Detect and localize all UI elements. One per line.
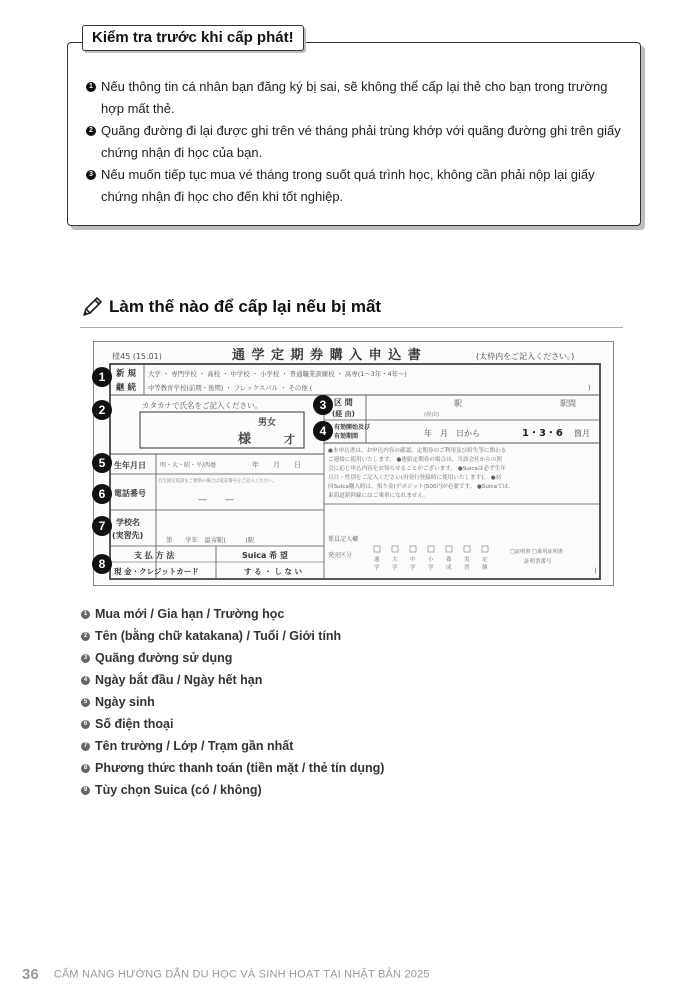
issue-opt-4: 小 <box>428 557 434 563</box>
form-marker-8: 8 <box>92 554 112 574</box>
legend-item <box>81 669 621 691</box>
form-note-4: 月日・性別をご記入ください(再発行登録時に使用いたします)。 ●初 <box>328 475 502 481</box>
checklist-item <box>86 164 626 208</box>
form-marker-4: 4 <box>313 421 333 441</box>
svg-text:): ) <box>588 384 591 392</box>
checklist <box>86 76 626 208</box>
validity-label-b: 有効期間 <box>334 433 359 440</box>
validity-label-a: 有効開始及び <box>334 424 371 431</box>
legend-text: Tên trường / Lớp / Trạm gần nhất <box>95 739 294 753</box>
suica-label: Suica 希 望 <box>242 551 288 560</box>
issue-opt2-7: 額 <box>482 565 488 571</box>
form-note-1: ●本申込書は、お申込内容の確認、定期券のご利用及び紛失等に関わる <box>328 448 507 454</box>
legend-text: Ngày sinh <box>95 695 155 709</box>
checklist-title: Kiểm tra trước khi cấp phát! <box>82 25 304 51</box>
form-image <box>94 342 614 586</box>
phone-note: 自宅固定電話をご連絡の場合は電話番号をご記入ください。 <box>158 479 277 484</box>
number-5-icon: 5 <box>81 698 90 707</box>
issue-opt-3: 中 <box>410 557 416 563</box>
payment-options: 現 金・クレジットカード <box>114 567 199 576</box>
route-label: 区 間 <box>334 398 353 407</box>
new-label: 新 規 <box>116 369 136 379</box>
form-title-note: (太枠内をご記入ください。) <box>476 352 575 361</box>
gender-label: 男女 <box>258 418 277 428</box>
legend-text: Phương thức thanh toán (tiền mặt / thẻ tín dụng) <box>95 761 385 775</box>
form-marker-1: 1 <box>92 367 112 387</box>
internship-label: (実習先) <box>112 531 144 540</box>
issue-opt2-1: 学 <box>374 565 380 571</box>
checklist-item-text: Nếu muốn tiếp tục mua vé tháng trong suốt quá trình học, không cần phải nộp lại giấy chứng nhận đi học cho đến khi tốt nghiệp. <box>101 167 595 204</box>
checklist-item-text: Nếu thông tin cá nhân bạn đăng ký bị sai, sẽ không thể cấp lại thẻ cho bạn trong trường hợp mất thẻ. <box>101 79 608 116</box>
form-marker-6: 6 <box>92 484 112 504</box>
suica-options: す る ・ し な い <box>244 567 303 576</box>
legend-text: Tên (bằng chữ katakana) / Tuổi / Giới tính <box>95 629 342 643</box>
honorific: 様 <box>238 432 252 447</box>
name-instruction: カタカナで氏名をご記入ください。 <box>142 401 262 410</box>
form-note-2: ご連絡に使用いたします。 ●連絡定期券の場合は、当該会社からの照 <box>328 457 503 463</box>
number-3-icon: 3 <box>81 654 90 663</box>
phone-dash: — — <box>198 495 235 505</box>
form-marker-3: 3 <box>313 395 333 415</box>
form-note-6: 東海道新幹線にはご乗車になれません。 <box>328 493 430 499</box>
form-marker-5: 5 <box>92 453 112 473</box>
issue-opt-1: 通 <box>374 557 380 563</box>
number-7-icon: 7 <box>81 742 90 751</box>
pencil-icon <box>80 295 104 319</box>
birth-ymd: 年 月 日 <box>252 461 301 469</box>
page-number: 36 <box>22 966 39 983</box>
age-label: 才 <box>284 433 295 446</box>
number-9-icon: 9 <box>81 786 90 795</box>
station-between-label: 駅間 <box>560 399 576 408</box>
form-marker-2: 2 <box>92 400 112 420</box>
renew-label: 継 続 <box>116 383 136 393</box>
issue-opt-2: 大 <box>392 557 398 563</box>
legend-item <box>81 735 621 757</box>
checklist-item <box>86 120 626 164</box>
legend-text: Ngày bắt đầu / Ngày hết hạn <box>95 673 263 687</box>
issue-opt2-5: 成 <box>446 565 452 571</box>
number-3-icon: 3 <box>86 170 96 180</box>
issue-opt-6: 実 <box>464 557 470 563</box>
footer-title: CẨM NANG HƯỚNG DẪN DU HỌC VÀ SINH HOẠT TẠI NHẬT BẢN 2025 <box>53 968 430 981</box>
number-2-icon: 2 <box>86 126 96 136</box>
staff-label: 係員記入欄 <box>328 536 359 543</box>
birth-era: 明・大・昭・平/西暦 <box>160 462 217 469</box>
via-small: (経由) <box>424 412 440 418</box>
legend-item <box>81 713 621 735</box>
validity-options: 1・3・6 <box>522 428 563 439</box>
school-grade-text: 第 学年 最寄駅( )駅 <box>166 536 255 544</box>
issue-opt-5: 養 <box>446 557 452 563</box>
commuter-pass-application-form <box>93 341 614 586</box>
form-note-3: 会に応じ申込内容をお知らせることがございます。 ●Suicaは必ず生年 <box>328 466 506 472</box>
legend-item <box>81 647 621 669</box>
issue-opt2-6: 習 <box>464 565 470 571</box>
phone-label: 電話番号 <box>114 489 146 498</box>
issue-checkboxes <box>374 546 488 552</box>
number-8-icon: 8 <box>81 764 90 773</box>
certificate-label: □証明書 □乗用証明書 <box>510 549 563 555</box>
form-marker-7: 7 <box>92 516 112 536</box>
issue-opt2-4: 学 <box>428 565 434 571</box>
form-code: 様45 (15.01) <box>112 352 162 361</box>
form-field-legend <box>81 603 621 801</box>
station-label: 駅 <box>454 399 462 408</box>
number-1-icon: 1 <box>86 82 96 92</box>
form-title: 通 学 定 期 券 購 入 申 込 書 <box>232 348 422 363</box>
issue-opt2-3: 学 <box>410 565 416 571</box>
issue-category-label: 発売区分 <box>328 552 353 559</box>
number-2-icon: 2 <box>81 632 90 641</box>
section-title: Làm thế nào để cấp lại nếu bị mất <box>109 297 382 316</box>
legend-text: Mua mới / Gia hạn / Trường học <box>95 607 285 621</box>
legend-text: Quãng đường sử dụng <box>95 651 233 665</box>
number-4-icon: 4 <box>81 676 90 685</box>
form-note-5: 回Suica購入時は、預り金(デポジット)500円が必要です。 ●Suicaでは、 <box>328 484 514 490</box>
validity-unit: 箇月 <box>574 429 590 438</box>
legend-item <box>81 757 621 779</box>
payment-label: 支 払 方 法 <box>134 551 175 560</box>
checklist-item-text: Quãng đường đi lại được ghi trên vé tháng phải trùng khớp với quãng đường ghi trên giấy chứng nhận đi học của bạn. <box>101 123 621 160</box>
school-label: 学校名 <box>116 518 140 527</box>
legend-item <box>81 691 621 713</box>
svg-text:): ) <box>594 567 597 575</box>
legend-item <box>81 603 621 625</box>
number-6-icon: 6 <box>81 720 90 729</box>
legend-text: Số điện thoại <box>95 717 174 731</box>
via-label: (経 由) <box>332 410 355 418</box>
school-type-line1: 大学 ・ 専門学校 ・ 高校 ・ 中学校 ・ 小学校 ・ 普通職業訓練校 ・ 高専(1～3年・4年～) <box>148 370 407 378</box>
certificate-number: 証明書番号 <box>524 559 552 565</box>
issue-opt2-2: 学 <box>392 565 398 571</box>
reissue-section-heading <box>80 293 623 328</box>
validity-date-text: 年 月 日から <box>424 429 480 438</box>
number-1-icon: 1 <box>81 610 90 619</box>
issue-opt-7: 定 <box>482 557 488 563</box>
checklist-item <box>86 76 626 120</box>
page-footer <box>22 966 430 983</box>
legend-text: Tùy chọn Suica (có / không) <box>95 783 262 797</box>
birthdate-label: 生年月日 <box>114 461 146 470</box>
legend-item <box>81 625 621 647</box>
school-type-line2: 中等教育学校(前期・後期) ・ フレックスパル ・ その他 ( <box>148 384 313 392</box>
legend-item <box>81 779 621 801</box>
